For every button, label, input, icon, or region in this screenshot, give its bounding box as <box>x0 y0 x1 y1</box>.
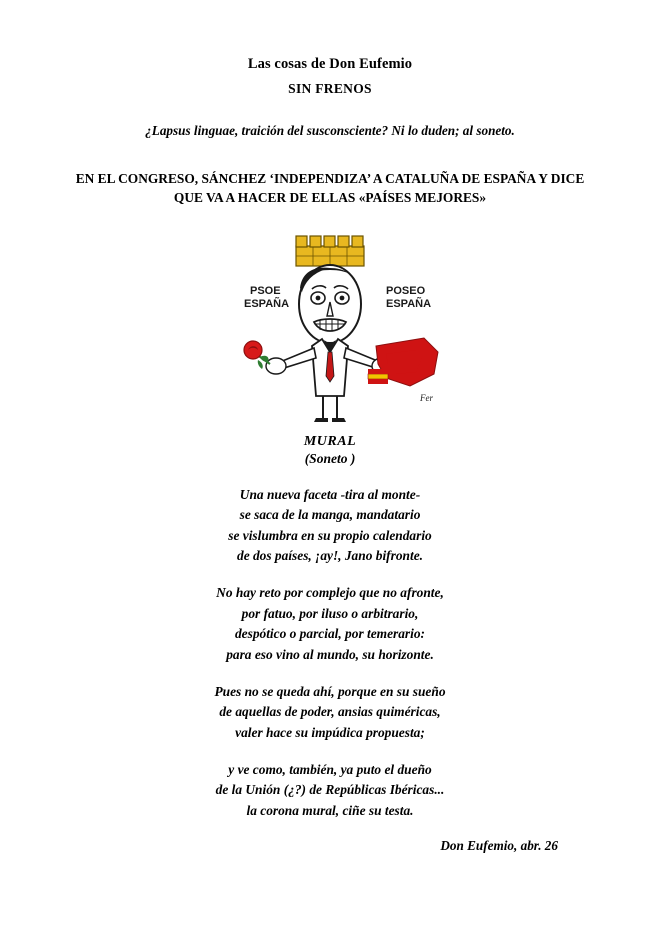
headline-line-2: QUE VA A HACER DE ELLAS «PAÍSES MEJORES» <box>173 190 487 206</box>
poem-stanza-1 <box>58 485 602 567</box>
poem-line: despótico o parcial, por temerario: <box>234 626 426 642</box>
poem-line: de aquellas de poder, ansias quiméricas, <box>219 704 441 720</box>
cartoon-label-right <box>386 285 431 310</box>
poem-line: Una nueva faceta -tira al monte- <box>239 486 421 502</box>
svg-text:ESPAÑA: ESPAÑA <box>386 297 432 310</box>
caricature-body-icon <box>280 339 380 422</box>
poem-title: MURAL <box>303 433 357 449</box>
page-subtitle: SIN FRENOS <box>288 81 372 96</box>
poem-line: se vislumbra en su propio calendario <box>228 527 432 543</box>
poem-line: Pues no se queda ahí, porque en su sueño <box>214 683 446 699</box>
poem-line: se saca de la manga, mandatario <box>239 507 421 523</box>
cartoon-figure <box>58 226 602 426</box>
poem-stanza-3 <box>58 682 602 743</box>
poem-line: y ve como, también, ya puto el dueño <box>228 762 432 777</box>
author-signature: Don Eufemio, abr. 26 <box>440 838 558 854</box>
poem-stanza-2 <box>58 583 602 665</box>
poem-line: valer hace su impúdica propuesta; <box>235 724 425 740</box>
poem-stanza-4 <box>58 760 602 821</box>
poem-line: No hay reto por complejo que no afronte, <box>216 585 444 601</box>
svg-text:POSEO: POSEO <box>386 284 426 297</box>
mural-crown-icon <box>296 236 364 266</box>
poem-line: de dos países, ¡ay!, Jano bifronte. <box>237 548 423 563</box>
poem-line: para eso vino al mundo, su horizonte. <box>226 646 434 662</box>
poem-line: por fatuo, por iluso o arbitrario, <box>241 605 419 621</box>
rose-icon <box>244 341 286 374</box>
page-title: Las cosas de Don Eufemio <box>247 56 413 72</box>
headline <box>58 169 602 208</box>
spain-map-icon <box>368 338 438 386</box>
cartoon-signature: Fer <box>420 392 433 403</box>
cartoon-label-left <box>244 285 289 310</box>
lead-paragraph: ¿Lapsus linguae, traición del susconsciente? Ni lo duden; al soneto. <box>145 123 515 138</box>
cartoon-illustration <box>210 226 450 426</box>
svg-text:ESPAÑA: ESPAÑA <box>244 297 290 310</box>
caricature-head-icon <box>299 265 361 343</box>
cartoon-svg <box>210 226 450 426</box>
headline-line-1: EN EL CONGRESO, SÁNCHEZ ‘INDEPENDIZA’ A CATALUÑA DE ESPAÑA Y DICE <box>75 171 585 186</box>
poem-line: la corona mural, ciñe su testa. <box>246 802 414 818</box>
poem-line: de la Unión (¿?) de Repúblicas Ibéricas... <box>215 782 445 798</box>
poem-subtitle: (Soneto ) <box>304 450 356 466</box>
svg-text:PSOE: PSOE <box>250 284 281 297</box>
